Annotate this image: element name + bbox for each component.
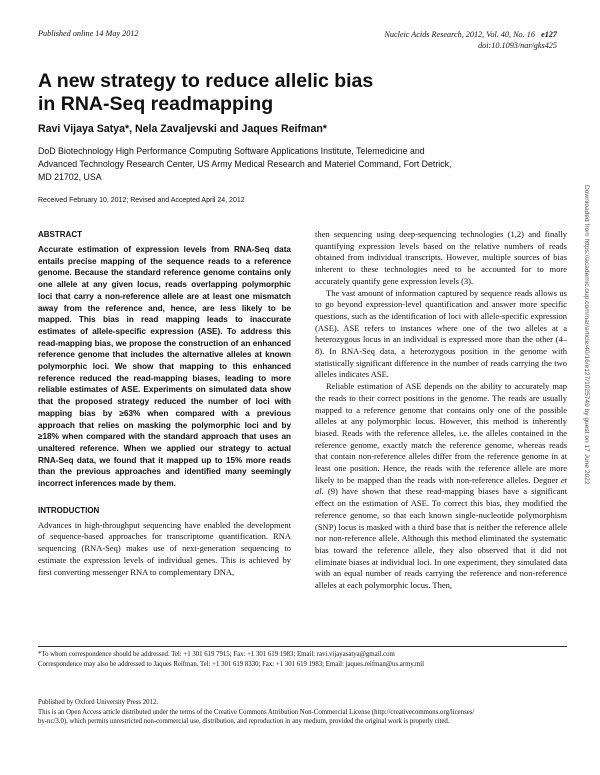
left-column <box>38 230 291 578</box>
affiliation-line: Advanced Technology Research Center, US Army Medical Research and Materiel Command, Fort Detrick, <box>38 159 452 170</box>
footnote-line: Correspondence may also be addressed to Jaques Reifman. Tel: +1 301 619 8330; Fax: +1 301 619 1983; Email: jaques.reifman@us.army.mil <box>38 660 425 668</box>
article-id: e127 <box>541 30 557 39</box>
download-watermark <box>580 185 590 605</box>
journal-citation: Nucleic Acids Research, 2012, Vol. 40, No. 16 <box>384 30 535 39</box>
introduction-text: Advances in high-throughput sequencing have enabled the development of sequence-based approaches for transcriptome quantification. RNA sequencing (RNA-Seq) makes use of next-generation sequencing to estimate the expression levels of individual genes. This is achieved by first converting messenger RNA to complementary DNA, <box>38 519 291 577</box>
body-paragraph: The vast amount of information captured by sequence reads allows us to go beyond expression-level quantification and answer more specific questions, such as the identification of loci with allele-specific expression (ASE). ASE refers to instances where one of the two alleles at a heterozygous locus in an individual is expressed more than the other (4–8). In RNA-Seq data, a heterozygous position in the genome with statistically significant difference in the number of reads carrying the two alleles indicates ASE. <box>315 287 567 380</box>
license-line: by-nc/3.0), which permits unrestricted non-commercial use, distribution, and reproduction in any medium, provided the original work is properly cited. <box>38 718 450 726</box>
affiliation <box>38 145 548 185</box>
doi[interactable]: doi:10.1093/nar/gks425 <box>478 41 557 50</box>
body-paragraph <box>315 381 567 592</box>
right-column <box>315 229 567 592</box>
title-line: in RNA-Seq readmapping <box>38 92 274 115</box>
introduction-heading: INTRODUCTION <box>38 505 100 515</box>
publisher-line: Published by Oxford University Press 2012. <box>38 699 159 706</box>
paragraph-italic: et al. <box>315 474 567 497</box>
journal-header <box>384 29 557 51</box>
paragraph-text: (9) have shown that these read-mapping biases have a significant effect on the estimation of ASE. To correct this bias, they modified the reference genome, so that each known single-nucleotide polymorphism (SNP) locus is masked with a third base that is neither the reference allele nor non-reference allele. Although this method eliminated the systematic bias toward the reference allele, they also observed that it did not eliminate biases at individual loci. In one experiment, they simulated data with an equal number of reads carrying the reference and non-reference alleles at each polymorphic locus. Then, <box>315 486 567 591</box>
correspondence-footnotes <box>38 650 568 670</box>
download-note: Downloaded from https://academic.oup.com/nar/article/40/16/e127/1025749 by guest on 17 June 2022 <box>583 185 590 485</box>
paper-title <box>38 70 518 115</box>
license-line: This is an Open Access article distributed under the terms of the Creative Commons Attribution Non-Commercial License (http://creativecommons.org/licenses/ <box>38 708 475 716</box>
affiliation-line: DoD Biotechnology High Performance Computing Software Applications Institute, Telemedicine and <box>38 146 425 156</box>
footnote-line: *To whom correspondence should be addressed. Tel: +1 301 619 7915; Fax: +1 301 619 1983; Email: ravi.vijayasatya@gmail.com <box>38 651 395 658</box>
received-dates: Received February 10, 2012; Revised and Accepted April 24, 2012 <box>38 197 245 204</box>
footnote-divider <box>38 646 567 647</box>
publisher-notice <box>38 698 568 727</box>
title-line: A new strategy to reduce allelic bias <box>38 70 374 92</box>
published-date: Published online 14 May 2012 <box>38 29 139 38</box>
author-list: Ravi Vijaya Satya*, Nela Zavaljevski and Jaques Reifman* <box>38 123 327 135</box>
abstract-text: Accurate estimation of expression levels from RNA-Seq data entails precise mapping of the sequence reads to a reference genome. Because the standard reference genome contains only one allele at any given locus, reads overlapping polymorphic loci that carry a non-reference allele are at least one mismatch away from the reference and, hence, are less likely to be mapped. This bias in read mapping leads to inaccurate estimates of allele-specific expression (ASE). To address this read-mapping bias, we propose the construction of an enhanced reference genome that includes the alternative alleles at known polymorphic loci. We show that mapping to this enhanced reference reduced the read-mapping biases, leading to more reliable estimates of ASE. Experiments on simulated data show that the proposed strategy reduced the number of loci with mapping bias by ≥63% when compared with a previous approach that relies on masking the polymorphic loci and by ≥18% when compared with the standard approach that uses an unaltered reference. When we applied our strategy to actual RNA-Seq data, we found that it mapped up to 15% more reads than the previous approaches and identified many seemingly incorrect inferences made by them. <box>38 245 291 489</box>
affiliation-line: MD 21702, USA <box>38 172 102 183</box>
body-paragraph: then sequencing using deep-sequencing technologies (1,2) and finally quantifying expression levels based on the relative numbers of reads obtained from individual transcripts. However, multiple sources of bias inherent to these technologies need to be accounted for to more accurately quantify gene expression levels (3). <box>315 229 567 286</box>
paragraph-text: Reliable estimation of ASE depends on the ability to accurately map the reads to their correct positions in the genome. The reads are usually mapped to a reference genome that contains only one of the possible alleles at any polymorphic locus. However, this method is inherently biased. Reads with the reference alleles, i.e. the alleles contained in the reference genome, exactly match the reference genome, whereas reads that contain non-reference alleles differ from the reference genome in at least one position. Hence, the reads with the reference allele are more likely to be mapped than the reads with non-reference alleles. Degner <box>315 381 567 485</box>
abstract-heading: ABSTRACT <box>38 230 82 239</box>
